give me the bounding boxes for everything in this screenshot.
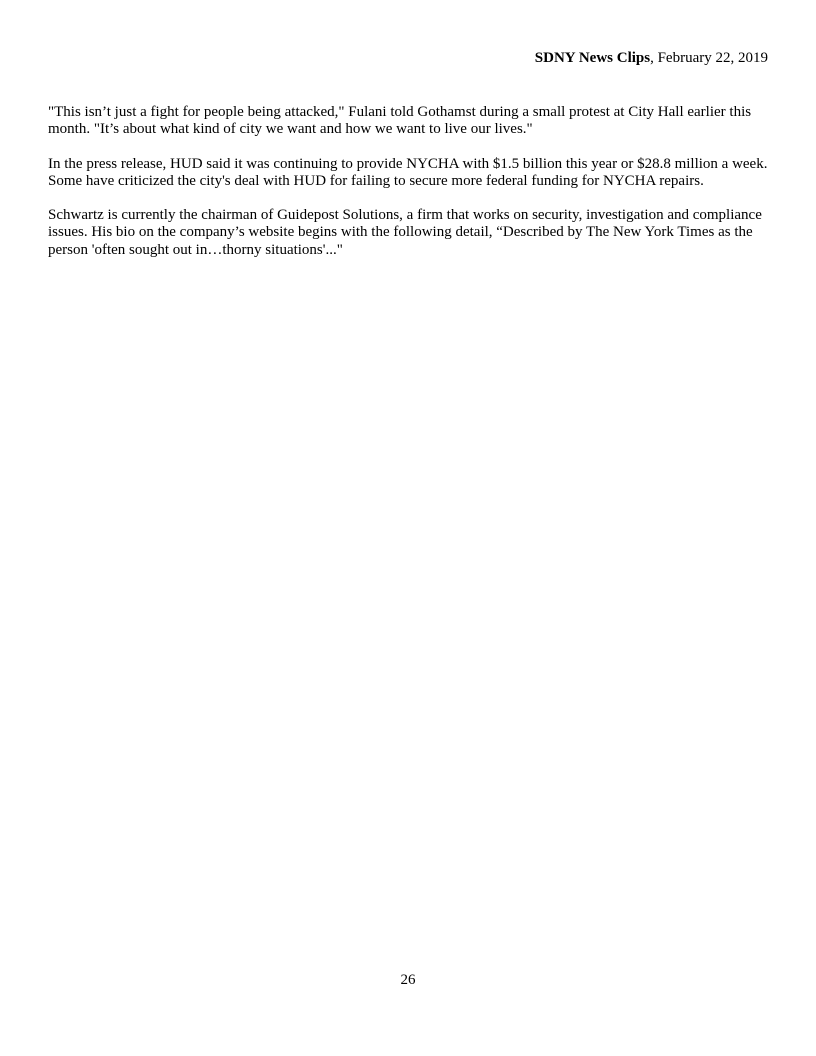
header-separator: ,	[650, 50, 658, 66]
article-body	[48, 104, 770, 276]
page-header	[535, 49, 768, 67]
page-number: 26	[400, 972, 416, 988]
header-title: SDNY News Clips	[534, 50, 651, 66]
article-paragraph: Schwartz is currently the chairman of Guidepost Solutions, a firm that works on security, investigation and compliance issues. His bio on the company’s website begins with the following detail, “Described by The New York Times as the person 'often sought out in…thorny situations'..."	[48, 207, 762, 258]
header-date: February 22, 2019	[657, 50, 768, 66]
article-paragraph: "This isn’t just a fight for people being attacked," Fulani told Gothamst during a small protest at City Hall earlier this month. "It’s about what kind of city we want and how we want to live our lives."	[48, 104, 752, 138]
article-paragraph: In the press release, HUD said it was continuing to provide NYCHA with $1.5 billion this year or $28.8 million a week. Some have criticized the city's deal with HUD for failing to secure more federal funding for NYCHA repairs.	[48, 155, 768, 189]
